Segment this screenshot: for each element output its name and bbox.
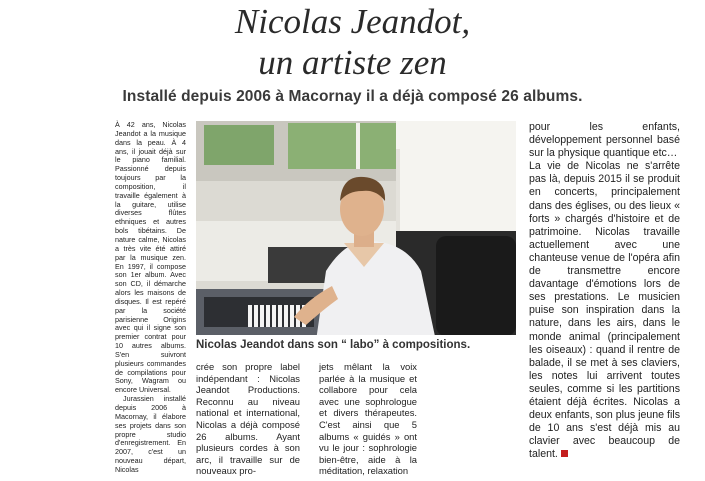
article-column-left: [115, 121, 186, 475]
paragraph: [529, 160, 680, 461]
paragraph: À 42 ans, Nicolas Jeandot a la musique dans la peau. À 4 ans, il jouait déjà sur le piano familial. Passionné depuis toujours par la composition, il travaille également à la guitare, utilise diverses flûtes ethniques et autres bols tibétains. De nature calme, Nicolas a très vite été attiré par la musique zen. En 1997, il compose son 1er album. Avec son CD, il démarche alors les maisons de disques. Il est repéré par la société parisienne Origins avec qui il signe son premier contrat pour 10 autres albums. S'en suivront plusieurs commandes de compilations pour Sony, Wagram ou encore Universal.: [115, 120, 186, 395]
article-photo: [196, 121, 516, 335]
paragraph: crée son propre label indépendant : Nicolas Jeandot Productions. Reconnu au niveau national et international, Nicolas a déjà composé 26 albums. Ayant plusieurs cordes à son arc, il travaille sur de nouveaux pro-: [196, 361, 300, 477]
paragraph: pour les enfants, développement personnel basé sur la physique quantique etc…: [529, 121, 680, 160]
article-subtitle: Installé depuis 2006 à Macornay il a déjà composé 26 albums.: [122, 88, 583, 105]
article-column-right: [529, 121, 680, 461]
title-line-1: Nicolas Jeandot,: [234, 2, 471, 41]
article-column-bottom-1: [196, 361, 300, 477]
photo-caption: Nicolas Jeandot dans son “ labo” à compositions.: [196, 339, 471, 351]
paragraph: Jurassien installé depuis 2006 à Macornay, il élabore ses projets dans son propre studio d'enregistrement. En 2007, c'est un nouveau départ, Nicolas: [115, 394, 186, 474]
title-line-2: un artiste zen: [258, 43, 447, 82]
end-of-article-mark: [561, 450, 568, 457]
article-column-bottom-2: [319, 361, 417, 477]
paragraph-text: La vie de Nicolas ne s'arrête pas là, depuis 2015 il se produit en concerts, principalement dans des églises, ou des lieux « forts » chargés d'histoire et de patrimoine. Nicolas travaille actuellement avec une chanteuse venue de l'opéra afin de transmettre encore davantage d'émotions lors de ses prestations. Le musicien puise son inspiration dans la nature, dans les airs, dans le monde animal (principalement les oiseaux) : quand il rentre de balade, il se met à ses claviers, les notes lui arrivent toutes seules, comme si les partitions étaient déjà écrites. Nicolas a deux enfants, son plus jeune fils de 10 ans s'est déjà mis au clavier avec beaucoup de talent.: [529, 160, 680, 461]
paragraph: jets mêlant la voix parlée à la musique et collabore pour cela avec une sophrologue et divers thérapeutes. C'est ainsi que 5 albums « guidés » ont vu le jour : sophrologie bien-être, aide à la méditation, relaxation: [319, 361, 417, 477]
